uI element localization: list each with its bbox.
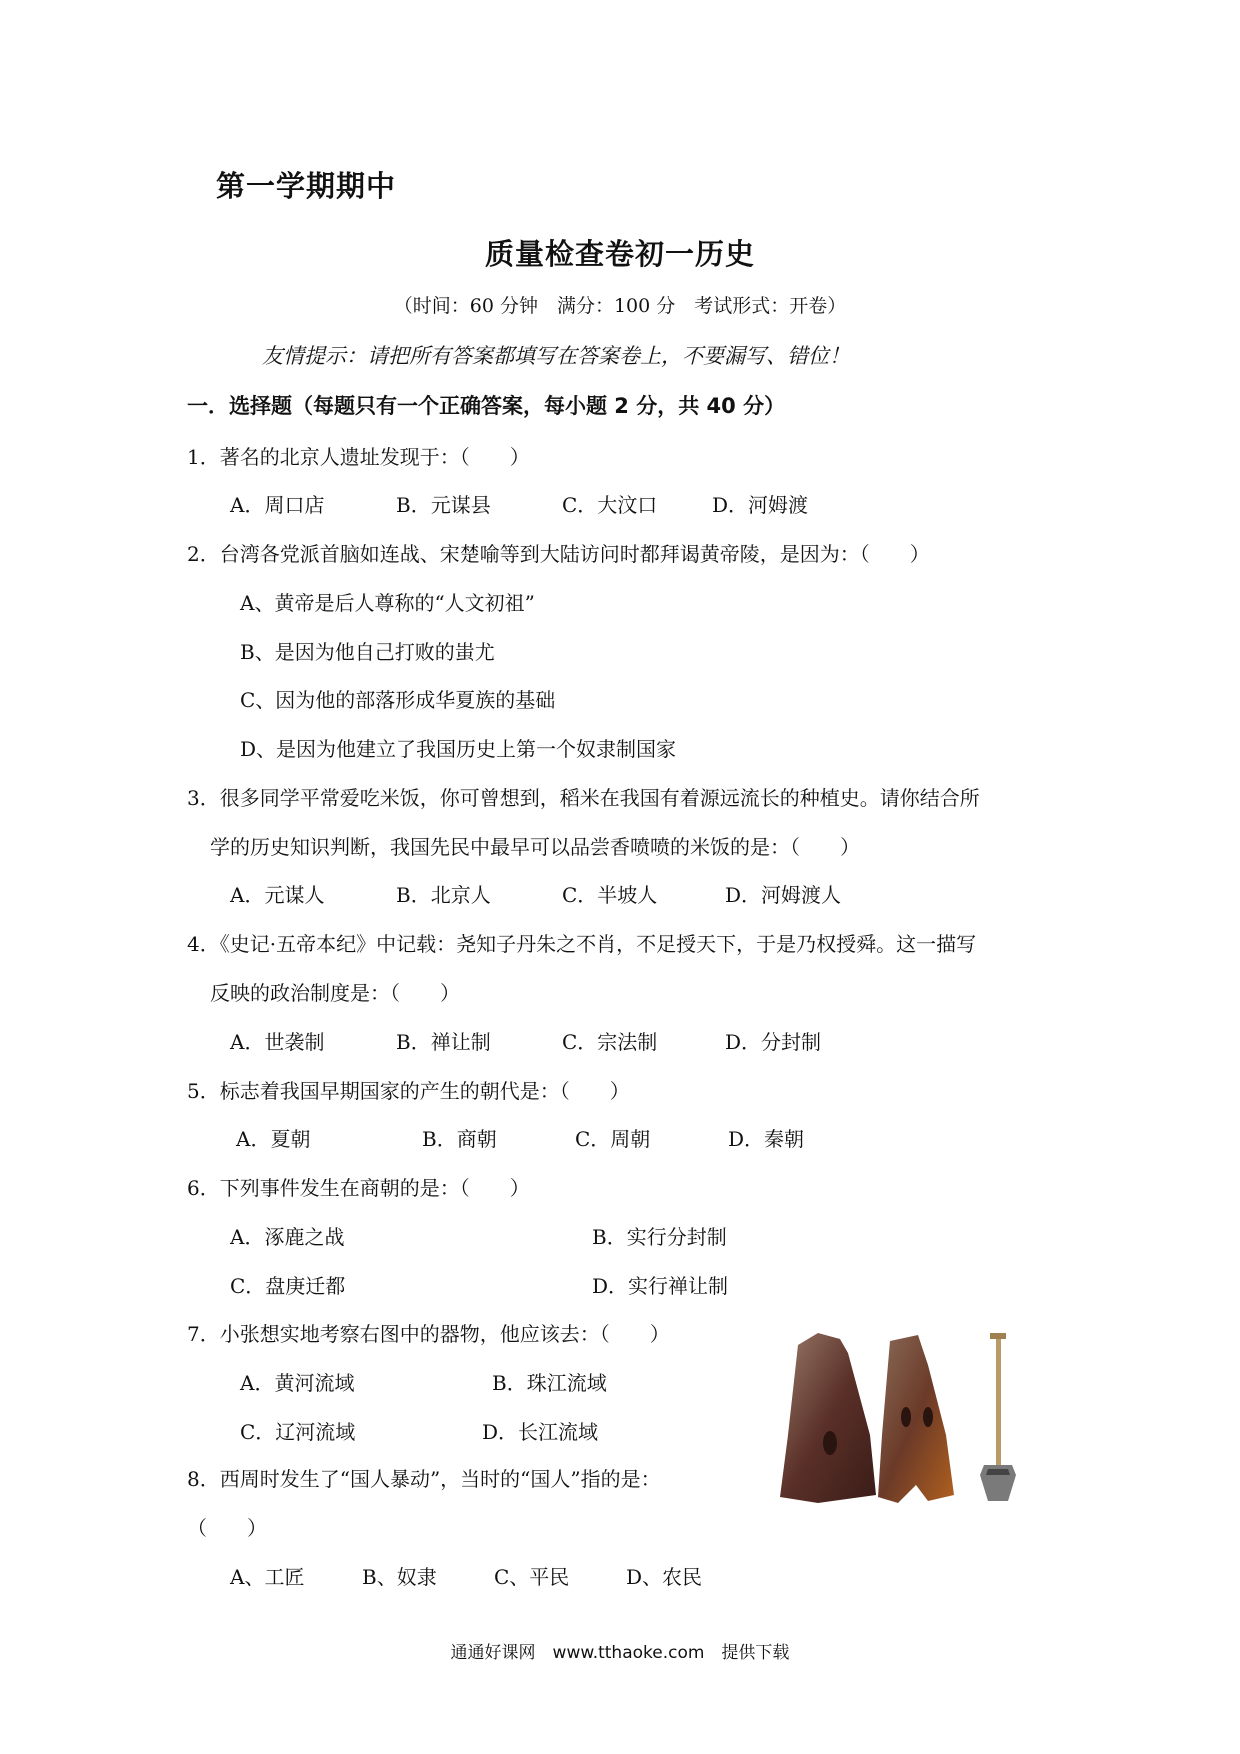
- option: A．黄河流域: [240, 1371, 355, 1395]
- exam-title-main: 质量检查卷初一历史: [484, 237, 755, 271]
- option: B．珠江流域: [492, 1371, 607, 1395]
- option: A．周口店: [230, 493, 325, 517]
- question-text-continued: （ ）: [187, 1516, 267, 1540]
- question-text: 1．著名的北京人遗址发现于：（ ）: [187, 445, 530, 469]
- exam-info: （时间：60 分钟 满分：100 分 考试形式：开卷）: [393, 295, 847, 317]
- option: B．元谋县: [396, 493, 491, 517]
- option: D、农民: [626, 1565, 703, 1589]
- option: C、平民: [494, 1565, 570, 1589]
- question-text: 7．小张想实地考察右图中的器物，他应该去：（ ）: [187, 1322, 670, 1346]
- option: C．辽河流域: [240, 1420, 356, 1444]
- option: C．大汶口: [562, 493, 658, 517]
- footer-text: 通通好课网 www.tthaoke.com 提供下载: [450, 1643, 790, 1663]
- option: B．北京人: [396, 883, 491, 907]
- option: C．盘庚迁都: [230, 1274, 346, 1298]
- option: D．河姆渡: [712, 493, 809, 517]
- bone-tools-image: [778, 1325, 1023, 1515]
- friendly-tip: 友情提示：请把所有答案都填写在答案卷上，不要漏写、错位！: [262, 344, 850, 368]
- option: B．禅让制: [396, 1030, 491, 1054]
- question-text-continued: 学的历史知识判断，我国先民中最早可以品尝香喷喷的米饭的是：（ ）: [210, 835, 860, 859]
- question-text-continued: 反映的政治制度是：（ ）: [210, 981, 460, 1005]
- option: C．半坡人: [562, 883, 658, 907]
- option: C．周朝: [575, 1127, 651, 1151]
- option: A、黄帝是后人尊称的“人文初祖”: [240, 591, 535, 615]
- question-text: 3．很多同学平常爱吃米饭，你可曾想到，稻米在我国有着源远流长的种植史。请你结合所: [187, 786, 980, 810]
- question-text: 5．标志着我国早期国家的产生的朝代是：（ ）: [187, 1079, 630, 1103]
- question-text: 8．西周时发生了“国人暴动”，当时的“国人”指的是：: [187, 1467, 661, 1491]
- exam-title-top: 第一学期期中: [216, 169, 397, 203]
- option: C、因为他的部落形成华夏族的基础: [240, 688, 556, 712]
- question-text: 6．下列事件发生在商朝的是：（ ）: [187, 1176, 530, 1200]
- option: D．秦朝: [728, 1127, 805, 1151]
- option: D．分封制: [725, 1030, 822, 1054]
- option: A．世袭制: [230, 1030, 325, 1054]
- option: B．实行分封制: [592, 1225, 727, 1249]
- option: B．商朝: [422, 1127, 497, 1151]
- section-title: 一．选择题（每题只有一个正确答案，每小题 2 分，共 40 分）: [187, 394, 786, 418]
- option: D．河姆渡人: [725, 883, 842, 907]
- question-text: 2．台湾各党派首脑如连战、宋楚喻等到大陆访问时都拜谒黄帝陵，是因为：（ ）: [187, 542, 930, 566]
- option: A、工匠: [230, 1565, 305, 1589]
- question-text: 4．《史记·五帝本纪》中记载：尧知子丹朱之不肖，不足授天下，于是乃权授舜。这一描写: [187, 932, 977, 956]
- option: D．长江流域: [482, 1420, 599, 1444]
- option: D．实行禅让制: [592, 1274, 729, 1298]
- option: A．元谋人: [230, 883, 325, 907]
- option: D、是因为他建立了我国历史上第一个奴隶制国家: [240, 737, 677, 761]
- option: A．涿鹿之战: [230, 1225, 345, 1249]
- option: C．宗法制: [562, 1030, 658, 1054]
- option: B、奴隶: [362, 1565, 437, 1589]
- option: A．夏朝: [236, 1127, 311, 1151]
- option: B、是因为他自己打败的蚩尤: [240, 640, 495, 664]
